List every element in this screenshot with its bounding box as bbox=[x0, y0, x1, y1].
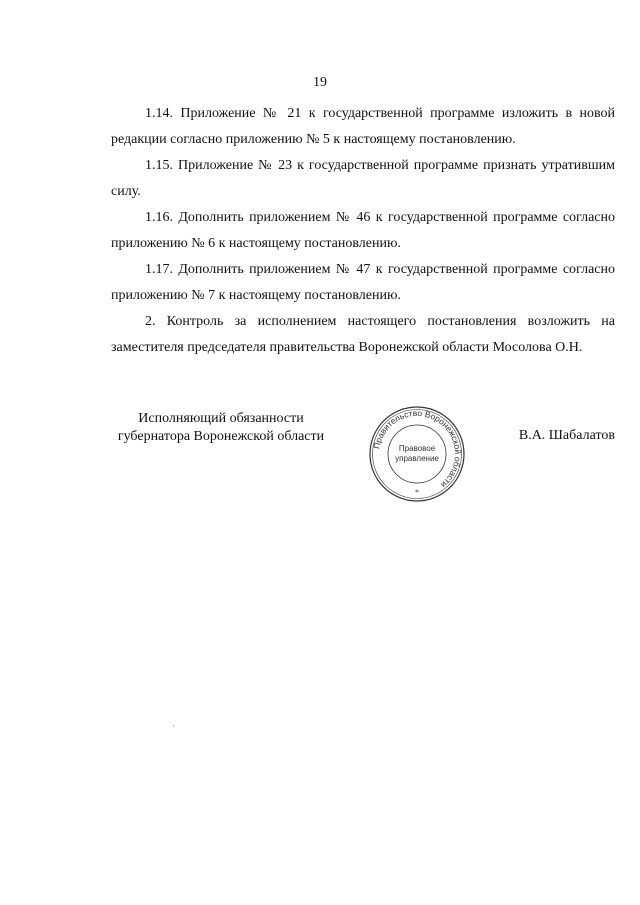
stamp-star-icon: * bbox=[415, 488, 419, 497]
scan-speck bbox=[173, 725, 174, 727]
paragraph-1-15: 1.15. Приложение № 23 к государственной программе признать утратившим силу. bbox=[111, 158, 615, 199]
document-body bbox=[111, 101, 615, 361]
paragraph-2: 2. Контроль за исполнением настоящего постановления возложить на заместителя председателя правительства Воронежской области Мосолова О.Н. bbox=[111, 314, 615, 355]
signature-block bbox=[111, 404, 615, 497]
signatory-position bbox=[111, 410, 331, 446]
stamp-center-line-1: Правовое bbox=[398, 444, 436, 453]
stamp-center-line-2: управление bbox=[395, 454, 439, 463]
position-line-1: Исполняющий обязанности bbox=[138, 411, 304, 426]
paragraph-1-14: 1.14. Приложение № 21 к государственной программе изложить в новой редакции согласно приложению № 5 к настоящему постановлению. bbox=[111, 106, 615, 147]
paragraph-1-16: 1.16. Дополнить приложением № 46 к государственной программе согласно приложению № 6 к настоящему постановлению. bbox=[111, 210, 615, 251]
official-stamp bbox=[367, 404, 467, 504]
signatory-name: В.А. Шабалатов bbox=[518, 428, 615, 443]
paragraph-1-17: 1.17. Дополнить приложением № 47 к государственной программе согласно приложению № 7 к настоящему постановлению. bbox=[111, 262, 615, 303]
page-number: 19 bbox=[313, 75, 327, 90]
stamp-ring-text: Правительство Воронежской области bbox=[371, 407, 464, 491]
position-line-2: губернатора Воронежской области bbox=[117, 429, 325, 444]
